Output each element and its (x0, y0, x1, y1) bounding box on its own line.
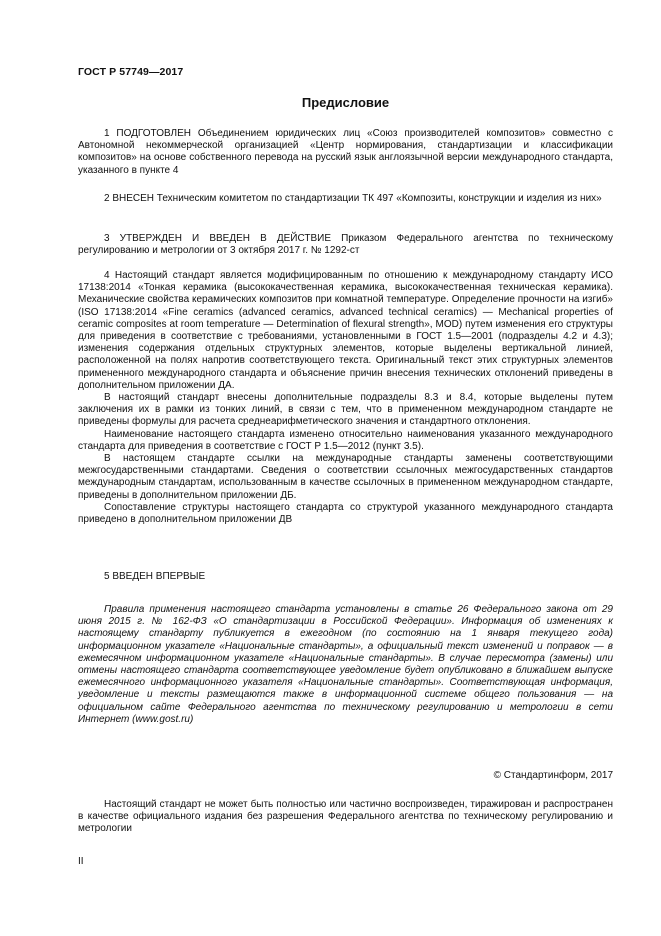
section-4 (78, 270, 613, 526)
section-2 (78, 193, 613, 205)
section-4-paragraph-3: Наименование настоящего стандарта изменено относительно наименования указанного международного стандарта для приведения в соответствие с ГОСТ Р 1.5—2012 (пункт 3.5). (78, 428, 613, 452)
section-3-text: 3 УТВЕРЖДЕН И ВВЕДЕН В ДЕЙСТВИЕ Приказом Федерального агентства по техническому регулированию и метрологии от 3 октября 2017 г. № 1292-ст (78, 233, 613, 257)
copyright: © Стандартинформ, 2017 (493, 770, 613, 781)
section-1-text: 1 ПОДГОТОВЛЕН Объединением юридических лиц «Союз производителей композитов» совместно с Автономной некоммерческой организацией «Центр нормирования, стандартизации и классификации композитов» на основе собственного перевода на русский язык англоязычной версии международного стандарта, указанного в пункте 4 (78, 128, 613, 176)
section-4-paragraph-1: 4 Настоящий стандарт является модифицированным по отношению к международному стандарту ИСО 17138:2014 «Тонкая керамика (высококачественная керамика, высококачественная техническая керамика). Механические свойства керамических композитов при комнатной температуре. Определение прочности на изгиб» (ISO 17138:2014 «Fine ceramics (advanced ceramics, advanced technical ceramics) — Mechanical properties of ceramic composites at room temperature — Determination of flexural strength», MOD) путем изменения его структуры для приведения в соответствие с требованиями, установленными в ГОСТ 1.5—2001 (подразделы 4.2 и 4.3); изменения содержания отдельных структурных элементов, которые выделены вертикальной линией, расположенной на полях напротив соответствующего текста. Оригинальный текст этих структурных элементов примененного международного стандарта и объяснение причин внесения технических отклонений приведены в дополнительном приложении ДА. (78, 270, 613, 391)
section-1 (78, 128, 613, 177)
section-2-text: 2 ВНЕСЕН Техническим комитетом по стандартизации ТК 497 «Композиты, конструкции и изделия из них» (104, 193, 602, 204)
section-4-paragraph-5: Сопоставление структуры настоящего стандарта со структурой указанного международного стандарта приведено в дополнительном приложении ДВ (78, 501, 613, 526)
reproduction-notice-text: Настоящий стандарт не может быть полностью или частично воспроизведен, тиражирован и распространен в качестве официального издания без разрешения Федерального агентства по техническому регулированию и метрологии (78, 799, 613, 835)
page-title: Предисловие (301, 95, 390, 110)
application-notice (78, 604, 613, 726)
section-4-paragraph-2: В настоящий стандарт внесены дополнительные подразделы 8.3 и 8.4, которые выделены путем заключения их в рамки из тонких линий, в связи с тем, что в примененном международном стандарте не приведены формулы для расчета среднеарифметического значения и стандартного отклонения. (78, 392, 613, 428)
section-4-paragraph-4: В настоящем стандарте ссылки на международные стандарты заменены соответствующими межгосударственными стандартами. Сведения о соответствии ссылочных межгосударственных стандартов международным стандартам, использованным в качестве ссылочных в примененном международном стандарте, приведены в дополнительном приложении ДБ. (78, 453, 613, 501)
section-5-text: 5 ВВЕДЕН ВПЕРВЫЕ (104, 571, 206, 582)
application-notice-text: Правила применения настоящего стандарта установлены в статье 26 Федерального закона от 29 июня 2015 г. № 162-ФЗ «О стандартизации в Российской Федерации». Информация об изменениях к настоящему стандарту публикуется в ежегодном (по состоянию на 1 января текущего года) информационном указателе «Национальные стандарты», а официальный текст изменений и поправок — в ежемесячном информационном указателе «Национальные стандарты». В случае пересмотра (замены) или отмены настоящего стандарта соответствующее уведомление будет опубликовано в ближайшем выпуске ежемесячного информационного указателя «Национальные стандарты». Соответствующая информация, уведомление и тексты размещаются также в информационной системе общего пользования — на официальном сайте Федерального агентства по техническому регулированию и метрологии в сети Интернет (www.gost.ru) (78, 604, 613, 725)
section-5 (78, 571, 613, 583)
page-number: II (78, 856, 84, 867)
document-header: ГОСТ Р 57749—2017 (78, 66, 184, 78)
section-3 (78, 233, 613, 257)
reproduction-notice (78, 799, 613, 836)
